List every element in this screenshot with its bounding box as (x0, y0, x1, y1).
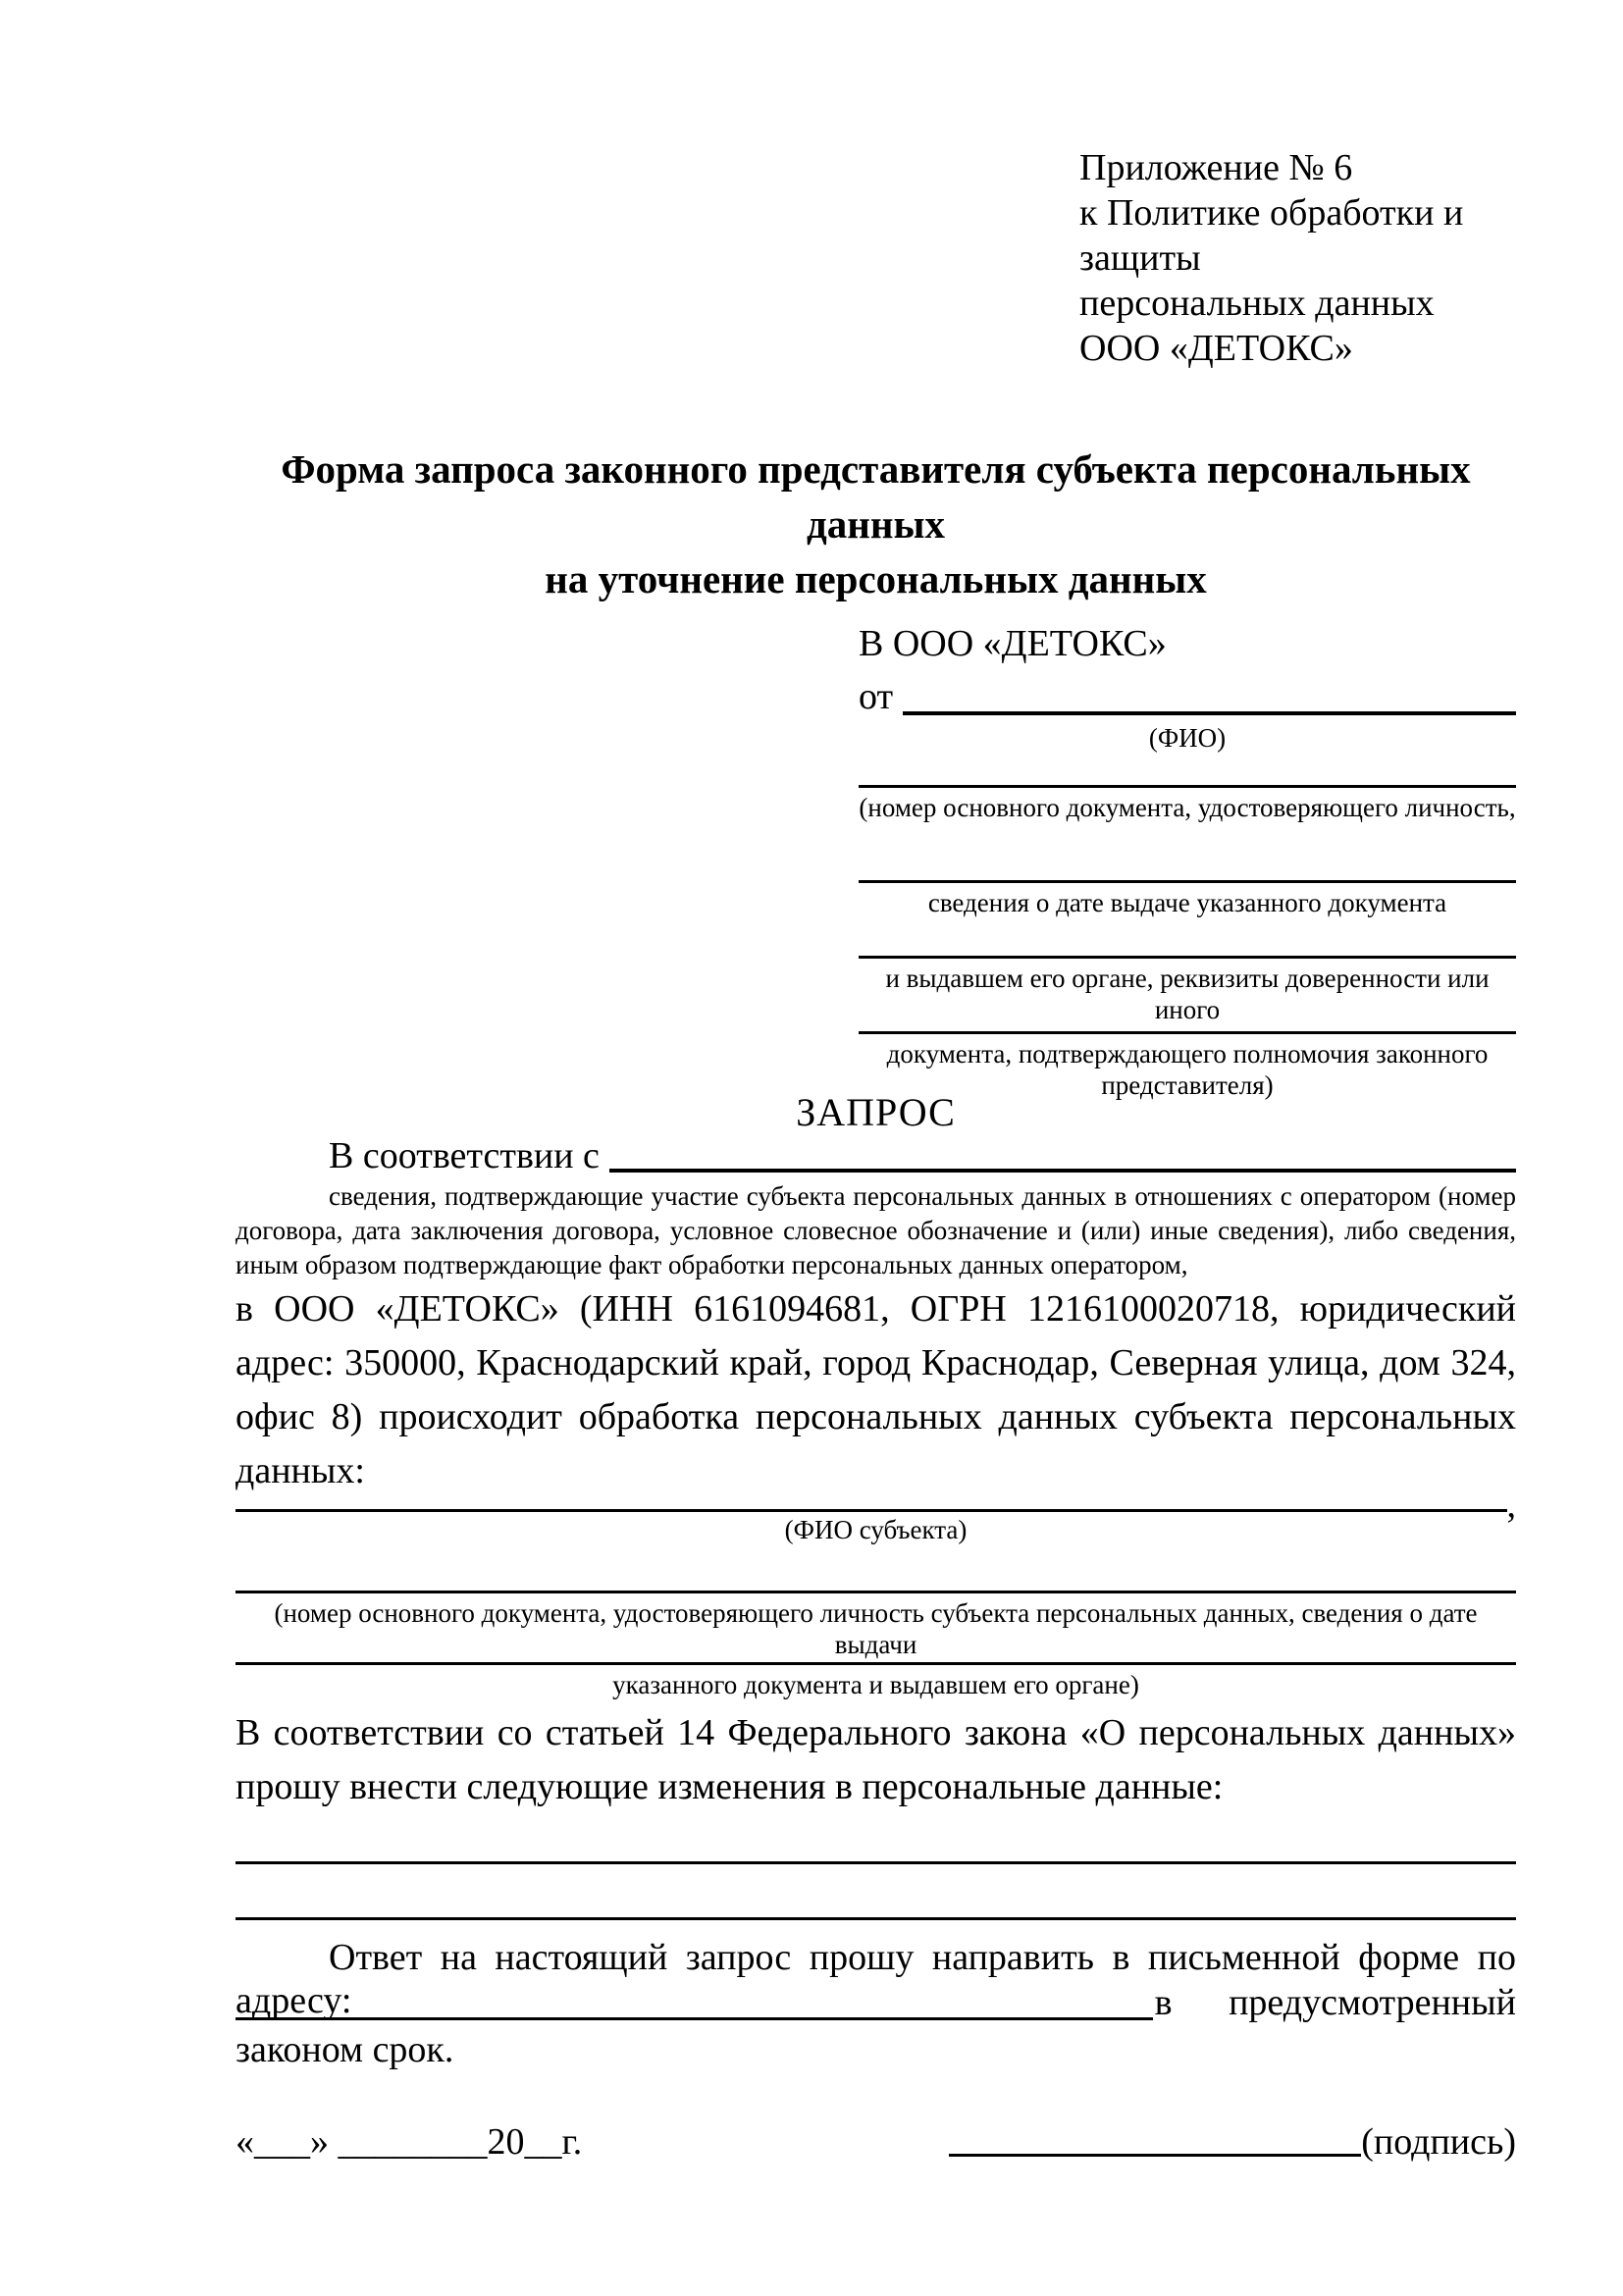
answer-line-3: законом срок. (236, 2029, 454, 2070)
form-title-line-2: на уточнение персональных данных (545, 556, 1207, 601)
appendix-note (1079, 145, 1516, 371)
answer-line-1: Ответ на настоящий запрос прошу направить в письменной форме по адресу: (236, 1937, 1516, 2021)
subject-line-comma: , (1506, 1485, 1516, 1526)
accordance-footnote: сведения, подтверждающие участие субъекта персональных данных в отношениях с оператором (номер договора, дата заключения договора, условное словесное обозначение и (или) иные сведения), либо сведения, иным образом подтверждающие факт обработки персональных данных оператором, (236, 1181, 1516, 1279)
blank-line (859, 920, 1516, 959)
subject-fio-row (236, 1485, 1516, 1526)
article-paragraph: В соответствии со статьей 14 Федерального закона «О персональных данных» прошу внести следующие изменения в персональные данные: (236, 1712, 1516, 1807)
document-number-field (859, 756, 1516, 825)
request-heading: ЗАПРОС (796, 1090, 956, 1134)
answer-address-row (236, 1981, 1516, 2028)
from-row (859, 675, 1516, 722)
subject-fio-caption: (ФИО субъекта) (784, 1515, 968, 1544)
subject-document-caption: (номер основного документа, удостоверяющего личность субъекта персональных данных, сведения о дате выдачи (274, 1598, 1478, 1659)
field-caption: (номер основного документа, удостоверяющего личность, (859, 793, 1516, 822)
subject-issuer-caption: указанного документа и выдавшем его органе) (612, 1670, 1139, 1699)
blank-line (859, 825, 1516, 883)
signature-blank-line (949, 2154, 1361, 2157)
appendix-line-2: к Политике обработки и защиты (1079, 192, 1464, 279)
appendix-line-3: персональных данных (1079, 283, 1435, 324)
field-caption: и выдавшем его органе, реквизиты доверенности или иного (885, 964, 1490, 1024)
form-title-line-1: Форма запроса законного представителя субъекта персональных данных (281, 446, 1471, 547)
footer-row (236, 2120, 1516, 2164)
recipient-organization: В ООО «ДЕТОКС» (859, 623, 1167, 664)
answer-line-2-right: в предусмотренный (1154, 1982, 1516, 2023)
blank-line (236, 1547, 1516, 1593)
accordance-prefix: В соответствии с (329, 1135, 600, 1176)
operator-paragraph: в ООО «ДЕТОКС» (ИНН 6161094681, ОГРН 1216100020718, юридический адрес: 350000, Краснодарский край, город Краснодар, Северная улица, дом 324, офис 8) происходит обработка персональных данных субъекта персональных данных: (236, 1288, 1516, 1491)
signature-block (949, 2120, 1516, 2164)
subject-document-field (236, 1547, 1516, 1659)
accordance-blank-line (609, 1134, 1516, 1173)
changes-blank-line-2 (236, 1917, 1516, 1920)
accordance-row (236, 1134, 1516, 1179)
fio-caption: (ФИО) (1148, 723, 1227, 753)
appendix-line-4: ООО «ДЕТОКС» (1079, 328, 1353, 369)
form-title (236, 442, 1516, 606)
signature-caption: (подпись) (1361, 2121, 1516, 2163)
changes-blank-line-1 (236, 1861, 1516, 1864)
issue-date-field (859, 825, 1516, 920)
date-field: «___» ________20__г. (236, 2121, 583, 2163)
answer-paragraph (236, 1936, 1516, 2071)
field-caption: документа, подтверждающего полномочия законного представителя) (886, 1039, 1489, 1100)
subject-blank-line (236, 1498, 1507, 1512)
address-blank-line (236, 1981, 1153, 2020)
from-blank-line (903, 675, 1516, 715)
recipient-block (859, 622, 1516, 1100)
blank-line (859, 756, 1516, 788)
field-caption: сведения о дате выдаче указанного документа (927, 888, 1447, 917)
from-label: от (859, 676, 894, 717)
issuing-authority-field (859, 920, 1516, 1024)
appendix-line-1: Приложение № 6 (1079, 147, 1353, 188)
